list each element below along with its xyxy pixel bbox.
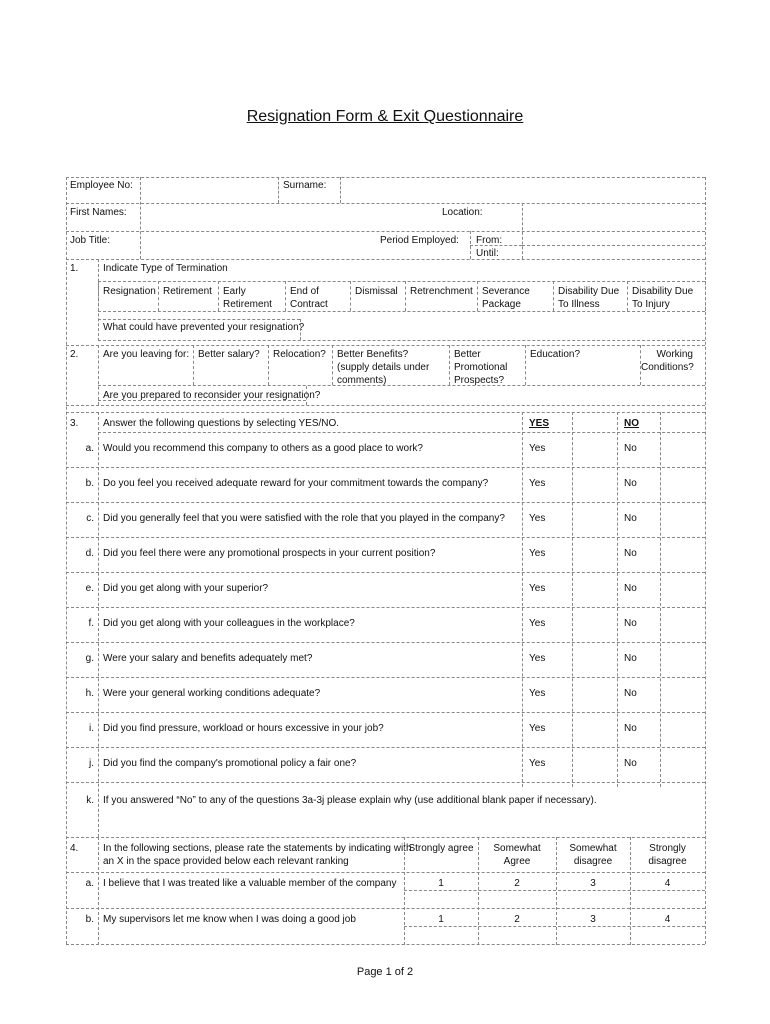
rule-line [98,311,705,312]
rating-box[interactable] [631,927,704,943]
rating-box[interactable] [557,927,629,943]
no-label: No [624,723,637,734]
section-3-heading: Answer the following questions by selecting YES/NO. [103,418,340,429]
termination-type-5[interactable]: Retrenchment [410,286,473,297]
no-label: No [624,758,637,769]
until-label: Until: [476,248,499,259]
yes-answer-box[interactable] [573,471,616,497]
rule-line [449,345,450,385]
reconsider-field[interactable] [307,387,704,404]
statement-text: I believe that I was treated like a valuable member of the company [103,878,397,889]
yes-label: Yes [529,758,546,769]
yes-answer-box[interactable] [573,576,616,602]
yes-answer-box[interactable] [573,541,616,567]
rule-line [98,281,705,282]
rating-number: 1 [438,878,444,889]
rule-line [285,281,286,311]
termination-type-8[interactable]: Disability Due To Injury [632,286,694,310]
question-text: Did you find the company's promotional policy a fair one? [103,758,357,769]
rule-line [66,908,705,909]
no-answer-box[interactable] [661,751,704,777]
section-4-number: 4. [70,843,79,854]
job-title-field[interactable] [141,232,371,258]
rating-box[interactable] [405,891,477,907]
leaving-option-2[interactable]: Better Benefits? (supply details under comments) [337,349,430,386]
no-label: No [624,478,637,489]
rating-box[interactable] [479,927,555,943]
first-names-label: First Names: [70,207,127,218]
yes-answer-box[interactable] [573,716,616,742]
no-label: No [624,618,637,629]
yes-label: Yes [529,583,546,594]
rule-line [522,412,523,787]
rating-box[interactable] [631,891,704,907]
question-letter: k. [86,795,94,806]
rule-line [66,944,705,945]
yes-label: Yes [529,443,546,454]
question-letter: b. [85,478,94,489]
question-letter: h. [85,688,94,699]
no-answer-box[interactable] [661,436,704,462]
question-letter: j. [89,758,94,769]
rating-number: 3 [590,878,596,889]
question-letter: e. [85,583,94,594]
no-answer-box[interactable] [661,576,704,602]
question-letter: a. [85,443,94,454]
question-letter: c. [86,513,94,524]
until-field[interactable] [523,246,704,258]
yes-label: Yes [529,513,546,524]
rule-line [332,345,333,385]
rule-line [98,400,306,401]
rule-line [350,281,351,311]
rating-number: 2 [514,914,520,925]
rule-line [66,782,705,783]
no-answer-box[interactable] [661,541,704,567]
no-label: No [624,443,637,454]
yes-label: Yes [529,723,546,734]
termination-type-4[interactable]: Dismissal [355,286,398,297]
rule-line [477,281,478,311]
termination-type-3[interactable]: End of Contract [290,286,328,310]
rule-line [268,345,269,385]
no-answer-box[interactable] [661,681,704,707]
surname-label: Surname: [283,180,327,191]
location-label: Location: [442,207,483,218]
rule-line [404,890,705,891]
question-text: Did you get along with your superior? [103,583,269,594]
rating-number: 3 [590,914,596,925]
rule-line [66,712,705,713]
explain-no-answers-label: If you answered “No” to any of the questions 3a-3j please explain why (use additional blank paper if necessary). [103,795,597,806]
leaving-option-3[interactable]: Better Promotional Prospects? [454,349,508,386]
leaving-option-1[interactable]: Relocation? [273,349,326,360]
section-1-number: 1. [70,263,79,274]
rating-box[interactable] [405,927,477,943]
question-text: Did you generally feel that you were satisfied with the role that you played in the company? [103,513,505,524]
rule-line [525,345,526,385]
no-label: No [624,583,637,594]
from-label: From: [476,235,503,246]
no-label: No [624,653,637,664]
yes-label: Yes [529,688,546,699]
question-letter: f. [88,618,94,629]
employee-no-label: Employee No: [70,180,133,191]
question-text: Did you get along with your colleagues in the workplace? [103,618,355,629]
section-2-number: 2. [70,349,79,360]
yes-label: Yes [529,548,546,559]
rule-line [705,281,706,311]
no-column-header: NO [624,418,639,429]
section-3-number: 3. [70,418,79,429]
rule-line [617,412,618,787]
rating-header-1: Somewhat Agree [493,843,541,867]
question-text: Were your salary and benefits adequately met? [103,653,313,664]
reconsider-label: Are you prepared to reconsider your resignation? [103,390,321,401]
rule-line [158,281,159,311]
yes-answer-box[interactable] [573,646,616,672]
page-number: Page 1 of 2 [356,966,414,978]
surname-field[interactable] [341,178,704,202]
no-answer-box[interactable] [661,646,704,672]
rule-line [627,281,628,311]
rule-line [66,642,705,643]
rule-line [66,607,705,608]
yes-column-header: YES [529,418,550,429]
section-1-heading: Indicate Type of Termination [103,263,228,274]
no-answer-box[interactable] [661,716,704,742]
leaving-option-0[interactable]: Better salary? [198,349,260,360]
yes-label: Yes [529,618,546,629]
statement-text: My supervisors let me know when I was doing a good job [103,914,356,925]
rule-line [98,412,99,837]
question-letter: g. [85,653,94,664]
termination-type-2[interactable]: Early Retirement [223,286,272,310]
rating-number: 1 [438,914,444,925]
statement-letter: a. [85,878,94,889]
rule-line [98,319,300,320]
rating-box[interactable] [479,891,555,907]
termination-type-6[interactable]: Severance Package [482,286,530,310]
rating-header-2: Somewhat disagree [569,843,617,867]
rule-line [553,281,554,311]
from-field[interactable] [523,232,704,245]
question-letter: d. [85,548,94,559]
rule-line [66,345,705,346]
no-answer-box[interactable] [661,611,704,637]
rule-line [66,872,705,873]
leaving-for-label: Are you leaving for: [103,349,190,360]
rating-header-3: Strongly disagree [648,843,687,867]
no-answer-box[interactable] [661,506,704,532]
no-label: No [624,688,637,699]
page-title: Resignation Form & Exit Questionnaire [246,108,524,125]
no-label: No [624,513,637,524]
section-4-intro: In the following sections, please rate the statements by indicating with an X in the space provided below each relevant ranking [103,843,412,867]
rating-number: 4 [664,878,671,889]
employee-no-field[interactable] [141,178,277,202]
first-names-field[interactable] [141,204,521,230]
rule-line [66,572,705,573]
yes-answer-box[interactable] [573,751,616,777]
termination-type-0[interactable]: Resignation [103,286,156,297]
yes-label: Yes [529,653,546,664]
rating-box[interactable] [557,891,629,907]
termination-type-7[interactable]: Disability Due To Illness [558,286,620,310]
question-text: Do you feel you received adequate reward for your commitment towards the company? [103,478,489,489]
rule-line [98,281,99,311]
rule-line [98,837,99,945]
location-field[interactable] [523,204,704,230]
leaving-option-5[interactable]: Working Conditions? [641,349,694,373]
rule-line [66,177,67,944]
yes-answer-box[interactable] [573,436,616,462]
question-text: Did you find pressure, workload or hours excessive in your job? [103,723,384,734]
rule-line [66,259,705,260]
no-answer-box[interactable] [661,471,704,497]
prevent-resignation-field[interactable] [301,320,704,339]
rule-line [404,926,705,927]
rule-line [98,345,99,405]
rule-line [98,340,705,341]
leaving-option-4[interactable]: Education? [530,349,581,360]
rule-line [66,537,705,538]
rule-line [98,432,705,433]
job-title-label: Job Title: [70,235,111,246]
question-letter: i. [89,723,94,734]
termination-type-1[interactable]: Retirement [163,286,212,297]
rule-line [66,837,705,838]
yes-answer-box[interactable] [573,506,616,532]
question-text: Would you recommend this company to others as a good place to work? [103,443,423,454]
yes-label: Yes [529,478,546,489]
rule-line [66,467,705,468]
period-employed-label: Period Employed: [380,235,459,246]
rule-line [278,177,279,203]
prevent-resignation-label: What could have prevented your resignation? [103,322,305,333]
rule-line [66,677,705,678]
rule-line [66,502,705,503]
question-text: Were your general working conditions adequate? [103,688,321,699]
rule-line [66,405,705,406]
yes-answer-box[interactable] [573,681,616,707]
rating-header-0: Strongly agree [408,843,474,854]
rule-line [66,747,705,748]
rating-number: 4 [664,914,671,925]
rule-line [218,281,219,311]
statement-letter: b. [85,914,94,925]
rule-line [193,345,194,385]
yes-answer-box[interactable] [573,611,616,637]
rule-line [405,281,406,311]
rating-number: 2 [514,878,520,889]
no-label: No [624,548,637,559]
question-text: Did you feel there were any promotional prospects in your current position? [103,548,436,559]
rule-line [66,412,705,413]
